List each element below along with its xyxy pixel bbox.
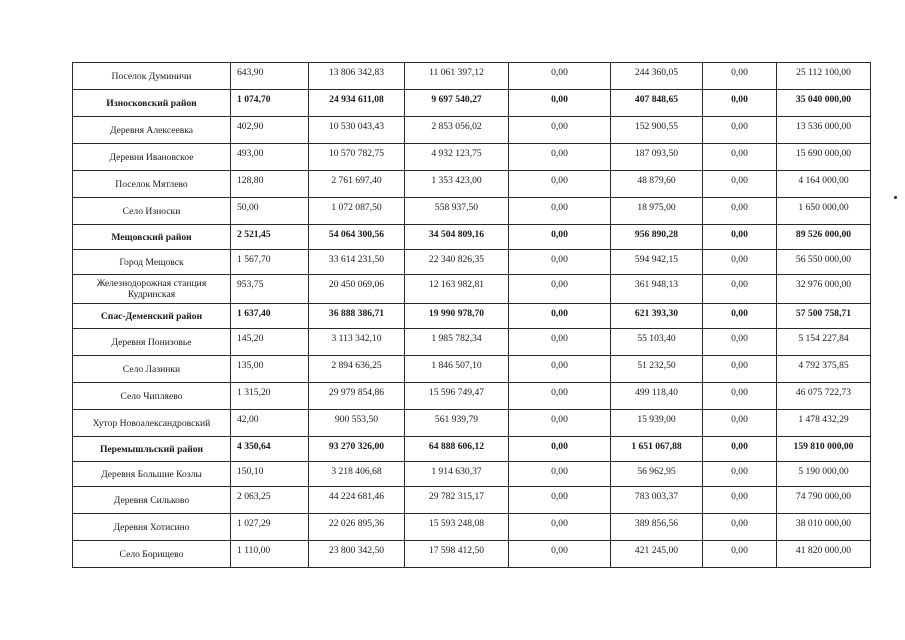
cell-amount-2: 561 939,79	[405, 410, 509, 437]
row-name: Спас-Деменский район	[73, 304, 231, 329]
cell-amount-5: 0,00	[703, 90, 777, 117]
table-row	[73, 487, 871, 514]
cell-amount-4: 421 245,00	[611, 541, 703, 568]
cell-total: 1 650 000,00	[777, 198, 871, 225]
cell-amount-4: 594 942,15	[611, 250, 703, 275]
cell-total: 57 500 758,71	[777, 304, 871, 329]
cell-total: 13 536 000,00	[777, 117, 871, 144]
cell-total: 1 478 432,29	[777, 410, 871, 437]
cell-amount-2: 12 163 982,81	[405, 275, 509, 304]
row-name: Деревня Ивановское	[73, 144, 231, 171]
table-row	[73, 356, 871, 383]
cell-amount-2: 1 846 507,10	[405, 356, 509, 383]
cell-amount-3: 0,00	[509, 63, 611, 90]
cell-amount-4: 389 856,56	[611, 514, 703, 541]
table-row	[73, 198, 871, 225]
cell-area: 1 567,70	[231, 250, 309, 275]
row-name: Мещовский район	[73, 225, 231, 250]
cell-area: 953,75	[231, 275, 309, 304]
cell-area: 493,00	[231, 144, 309, 171]
cell-amount-3: 0,00	[509, 462, 611, 487]
cell-area: 2 521,45	[231, 225, 309, 250]
cell-amount-1: 10 530 043,43	[309, 117, 405, 144]
row-name: Деревня Понизовье	[73, 329, 231, 356]
cell-amount-2: 29 782 315,17	[405, 487, 509, 514]
cell-amount-4: 51 232,50	[611, 356, 703, 383]
cell-amount-1: 3 113 342,10	[309, 329, 405, 356]
cell-amount-1: 29 979 854,86	[309, 383, 405, 410]
cell-area: 1 074,70	[231, 90, 309, 117]
cell-amount-2: 11 061 397,12	[405, 63, 509, 90]
cell-amount-2: 1 914 630,37	[405, 462, 509, 487]
cell-amount-3: 0,00	[509, 541, 611, 568]
cell-amount-4: 152 900,55	[611, 117, 703, 144]
cell-total: 38 010 000,00	[777, 514, 871, 541]
cell-amount-3: 0,00	[509, 383, 611, 410]
row-name: Хутор Новоалександровский	[73, 410, 231, 437]
cell-area: 643,90	[231, 63, 309, 90]
cell-amount-4: 244 360,05	[611, 63, 703, 90]
cell-area: 4 350,64	[231, 437, 309, 462]
cell-total: 89 526 000,00	[777, 225, 871, 250]
cell-amount-4: 56 962,95	[611, 462, 703, 487]
cell-amount-2: 17 598 412,50	[405, 541, 509, 568]
cell-amount-2: 19 990 978,70	[405, 304, 509, 329]
cell-amount-1: 900 553,50	[309, 410, 405, 437]
cell-total: 5 154 227,84	[777, 329, 871, 356]
cell-amount-3: 0,00	[509, 304, 611, 329]
cell-amount-1: 24 934 611,08	[309, 90, 405, 117]
cell-amount-1: 44 224 681,46	[309, 487, 405, 514]
table-row-district	[73, 90, 871, 117]
row-name: Поселок Мятлево	[73, 171, 231, 198]
cell-area: 42,00	[231, 410, 309, 437]
table-row	[73, 171, 871, 198]
cell-amount-5: 0,00	[703, 410, 777, 437]
cell-total: 4 164 000,00	[777, 171, 871, 198]
cell-amount-3: 0,00	[509, 437, 611, 462]
row-name: Село Лазинки	[73, 356, 231, 383]
row-name: Перемышльский район	[73, 437, 231, 462]
cell-amount-3: 0,00	[509, 410, 611, 437]
table-row	[73, 541, 871, 568]
cell-total: 32 976 000,00	[777, 275, 871, 304]
cell-total: 5 190 000,00	[777, 462, 871, 487]
cell-amount-4: 956 890,28	[611, 225, 703, 250]
cell-amount-4: 407 848,65	[611, 90, 703, 117]
table-row	[73, 250, 871, 275]
cell-area: 128,80	[231, 171, 309, 198]
cell-total: 46 075 722,73	[777, 383, 871, 410]
cell-amount-1: 13 806 342,83	[309, 63, 405, 90]
cell-amount-5: 0,00	[703, 117, 777, 144]
cell-amount-3: 0,00	[509, 225, 611, 250]
cell-total: 15 690 000,00	[777, 144, 871, 171]
cell-amount-3: 0,00	[509, 198, 611, 225]
cell-amount-5: 0,00	[703, 462, 777, 487]
cell-area: 1 637,40	[231, 304, 309, 329]
budget-table	[72, 62, 871, 568]
cell-amount-4: 55 103,40	[611, 329, 703, 356]
cell-amount-3: 0,00	[509, 487, 611, 514]
cell-amount-2: 2 853 056,02	[405, 117, 509, 144]
cell-amount-4: 499 118,40	[611, 383, 703, 410]
cell-amount-5: 0,00	[703, 329, 777, 356]
cell-amount-5: 0,00	[703, 275, 777, 304]
cell-amount-1: 10 570 782,75	[309, 144, 405, 171]
table-row	[73, 410, 871, 437]
cell-amount-4: 48 879,60	[611, 171, 703, 198]
cell-amount-3: 0,00	[509, 329, 611, 356]
row-name: Износковский район	[73, 90, 231, 117]
cell-amount-3: 0,00	[509, 144, 611, 171]
row-name: Село Чипляево	[73, 383, 231, 410]
cell-amount-4: 15 939,00	[611, 410, 703, 437]
cell-amount-4: 18 975,00	[611, 198, 703, 225]
table-body	[73, 63, 871, 568]
cell-amount-5: 0,00	[703, 198, 777, 225]
cell-amount-5: 0,00	[703, 171, 777, 198]
cell-amount-1: 93 270 326,00	[309, 437, 405, 462]
cell-amount-1: 33 614 231,50	[309, 250, 405, 275]
cell-amount-3: 0,00	[509, 250, 611, 275]
cell-amount-3: 0,00	[509, 356, 611, 383]
cell-amount-5: 0,00	[703, 144, 777, 171]
table-row	[73, 275, 871, 304]
cell-area: 150,10	[231, 462, 309, 487]
cell-amount-4: 783 003,37	[611, 487, 703, 514]
cell-amount-4: 621 393,30	[611, 304, 703, 329]
cell-total: 41 820 000,00	[777, 541, 871, 568]
table-row-district	[73, 437, 871, 462]
cell-amount-2: 64 888 606,12	[405, 437, 509, 462]
cell-amount-2: 558 937,50	[405, 198, 509, 225]
table-row	[73, 144, 871, 171]
cell-amount-2: 22 340 826,35	[405, 250, 509, 275]
cell-amount-2: 15 596 749,47	[405, 383, 509, 410]
row-name: Город Мещовск	[73, 250, 231, 275]
row-name: Село Износки	[73, 198, 231, 225]
cell-amount-1: 2 894 636,25	[309, 356, 405, 383]
table-row	[73, 117, 871, 144]
table-row	[73, 383, 871, 410]
cell-amount-3: 0,00	[509, 514, 611, 541]
cell-amount-2: 4 932 123,75	[405, 144, 509, 171]
cell-area: 145,20	[231, 329, 309, 356]
cell-amount-1: 1 072 087,50	[309, 198, 405, 225]
row-name: Железнодорожная станция Кудринская	[73, 275, 231, 304]
row-name: Село Борищево	[73, 541, 231, 568]
cell-amount-1: 23 800 342,50	[309, 541, 405, 568]
cell-area: 1 027,29	[231, 514, 309, 541]
cell-total: 74 790 000,00	[777, 487, 871, 514]
cell-amount-3: 0,00	[509, 90, 611, 117]
cell-amount-2: 1 985 782,34	[405, 329, 509, 356]
table-row	[73, 329, 871, 356]
table-row-district	[73, 225, 871, 250]
cell-amount-4: 361 948,13	[611, 275, 703, 304]
cell-amount-2: 1 353 423,00	[405, 171, 509, 198]
cell-amount-5: 0,00	[703, 304, 777, 329]
cell-area: 50,00	[231, 198, 309, 225]
cell-amount-5: 0,00	[703, 437, 777, 462]
cell-amount-5: 0,00	[703, 383, 777, 410]
row-name: Деревня Алексеевка	[73, 117, 231, 144]
row-name: Деревня Хотисино	[73, 514, 231, 541]
cell-amount-2: 34 504 809,16	[405, 225, 509, 250]
row-name: Деревня Сильково	[73, 487, 231, 514]
cell-amount-2: 15 593 248,08	[405, 514, 509, 541]
cell-amount-1: 22 026 895,36	[309, 514, 405, 541]
cell-area: 135,00	[231, 356, 309, 383]
cell-amount-5: 0,00	[703, 63, 777, 90]
cell-area: 1 110,00	[231, 541, 309, 568]
cell-amount-1: 20 450 069,06	[309, 275, 405, 304]
cell-total: 56 550 000,00	[777, 250, 871, 275]
cell-amount-5: 0,00	[703, 250, 777, 275]
cell-amount-5: 0,00	[703, 514, 777, 541]
cell-total: 4 792 375,85	[777, 356, 871, 383]
cell-amount-5: 0,00	[703, 541, 777, 568]
cell-total: 159 810 000,00	[777, 437, 871, 462]
cell-amount-4: 187 093,50	[611, 144, 703, 171]
row-name: Деревня Большие Козлы	[73, 462, 231, 487]
scan-speck	[894, 196, 897, 199]
cell-area: 402,90	[231, 117, 309, 144]
cell-area: 2 063,25	[231, 487, 309, 514]
cell-amount-1: 3 218 406,68	[309, 462, 405, 487]
table-row-district	[73, 304, 871, 329]
cell-amount-4: 1 651 067,88	[611, 437, 703, 462]
table-row	[73, 63, 871, 90]
cell-amount-2: 9 697 540,27	[405, 90, 509, 117]
table-row	[73, 514, 871, 541]
cell-amount-1: 2 761 697,40	[309, 171, 405, 198]
cell-total: 25 112 100,00	[777, 63, 871, 90]
cell-amount-5: 0,00	[703, 487, 777, 514]
cell-amount-1: 54 064 300,56	[309, 225, 405, 250]
row-name: Поселок Думиничи	[73, 63, 231, 90]
cell-amount-1: 36 888 386,71	[309, 304, 405, 329]
cell-amount-3: 0,00	[509, 117, 611, 144]
cell-amount-5: 0,00	[703, 356, 777, 383]
cell-area: 1 315,20	[231, 383, 309, 410]
cell-amount-5: 0,00	[703, 225, 777, 250]
table-row	[73, 462, 871, 487]
cell-total: 35 040 000,00	[777, 90, 871, 117]
cell-amount-3: 0,00	[509, 275, 611, 304]
cell-amount-3: 0,00	[509, 171, 611, 198]
